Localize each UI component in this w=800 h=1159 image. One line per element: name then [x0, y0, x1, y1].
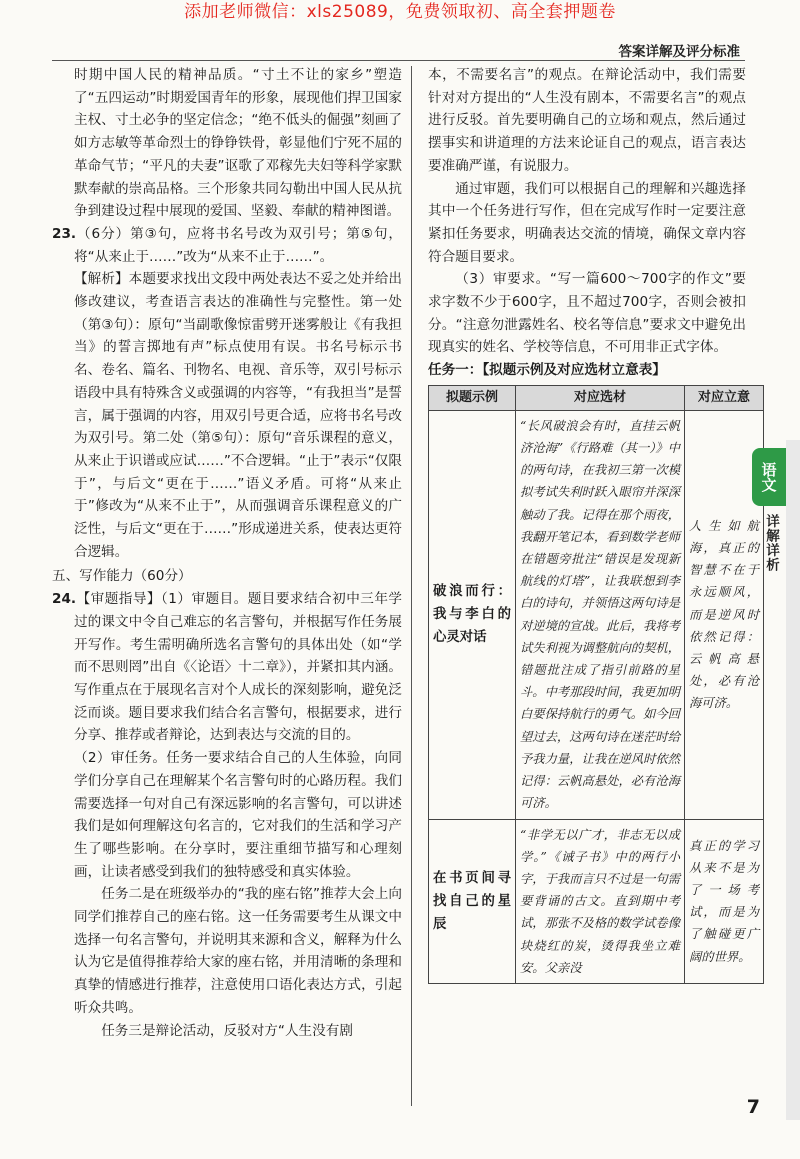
header-material: 对应选材 [516, 385, 685, 410]
subject-tab: 语文 [752, 448, 786, 506]
watermark: 添加老师微信：xls25089，免费领取初、高全套押题卷 [184, 2, 616, 22]
table-row [429, 410, 764, 819]
row-1-point: 人生如航海，真正的智慧不在于永远顺风，而是逆风时依然记得：云帆高悬处，必有沧海可济。 [685, 410, 764, 819]
question-23-answer-text: （6分）第③句，应将书名号改为双引号；第⑤句，将“从来止于……”改为“从来不止于……”。 [74, 225, 402, 265]
section-writing-heading: 五、写作能力（60分） [52, 568, 192, 585]
page-number: 7 [746, 1096, 760, 1118]
page-edge-strip [786, 440, 800, 1120]
header-point: 对应立意 [685, 385, 764, 410]
question-24-task-two: 任务二是在班级举办的“我的座右铭”推荐大会上向同学们推荐自己的座右铭。这一任务需要考生从课文中选择一句名言警句，并说明其来源和含义，解释为什么认为它是值得推荐给大家的座右铭，并用清晰的条理和真挚的情感进行推荐，注意使用口语化表达方式，引起听众共鸣。 [74, 886, 402, 1016]
row-2-example: 在书页间寻找自己的星辰 [429, 819, 516, 983]
paragraph-debate-task: 本，不需要名言”的观点。在辩论活动中，我们需要针对对方提出的“人生没有剧本，不需要名言”的观点进行反驳。首先要明确自己的立场和观点，然后通过摆事实和讲道理的方法来论证自己的观点，语言表达要准确严谨，有说服力。 [428, 67, 746, 174]
table-title: 任务一：【拟题示例及对应选材立意表】 [428, 362, 666, 379]
question-24-guidance [52, 588, 402, 747]
header-rule [52, 60, 745, 61]
question-24-tasks: （2）审任务。任务一要求结合自己的人生体验，向同学们分享自己在理解某个名言警句时的心路历程。我们需要选择一句对自己有深远影响的名言警句，可以讲述我们是如何理解这句名言的，它对我们的生活和学习产生了哪些影响。在分享时，要注重细节描写和心理刻画，让读者感受到我们的独特感受和真实体验。 [74, 750, 402, 880]
left-column [52, 64, 402, 1042]
paragraph-spirit-summary: 时期中国人民的精神品质。“寸土不让的家乡”塑造了“五四运动”时期爱国青年的形象，展现他们捍卫国家主权、寸土必争的坚定信念；“绝不低头的倔强”刻画了如方志敏等革命烈士的铮铮铁骨，彰显他们宁死不屈的革命气节；“平凡的夫妻”讴歌了邓稼先夫妇等科学家默默奉献的崇高品格。三个形象共同勾勒出中国人民从抗争到建设过程中展现的爱国、坚毅、奉献的精神图谱。 [74, 67, 402, 220]
row-2-material: “非学无以广才，非志无以成学。”《诫子书》中的两行小字，于我而言只不过是一句需要背诵的古文。直到期中考试，那张不及格的数学试卷像块烧红的炭，烫得我坐立难安。父亲没 [516, 819, 685, 983]
side-section-label: 详解详析 [763, 514, 779, 572]
row-1-material: “长风破浪会有时，直挂云帆济沧海”《行路难（其一）》中的两句诗，在我初三第一次模拟考试失利时跃入眼帘并深深触动了我。记得在那个雨夜，我翻开笔记本，看到数学老师在错题旁批注“错误是发现新航线的灯塔”，让我联想到李白的诗句，并领悟这两句诗是对逆境的宣战。此后，我将考试失利视为调整航向的契机，错题批注成了指引前路的星斗。中考那段时间，我更加明白要保持航行的勇气。如今回望过去，这两句诗在迷茫时给予我力量，让我在逆风时依然记得：云帆高悬处，必有沧海可济。 [516, 410, 685, 819]
question-23-analysis: 【解析】本题要求找出文段中两处表达不妥之处并给出修改建议，考查语言表达的准确性与完整性。第一处（第③句）：原句“当副歌像惊雷劈开迷雾般让《有我担当》的誓言掷地有声”标点使用有误。书名号标示书名、卷名、篇名、刊物名、电视、音乐等，双引号标示语段中具有特殊含义或强调的内容等，“有我担当”是誓言，属于强调的内容，用双引号更合适，应将书名号改为双引号。第二处（第⑤句）：原句“音乐课程的意义，从来止于识谱或应试……”不合逻辑。“止于”表示“仅限于”，与后文“更在于……”语义矛盾。可将“从来止于”修改为“从来不止于”，从而强调音乐课程意义的广泛性，与后文“更在于……”形成递进关系，使表达更符合逻辑。 [74, 271, 402, 560]
running-head: 答案详解及评分标准 [618, 44, 740, 60]
row-1-example: 破浪而行：我与李白的心灵对话 [429, 410, 516, 819]
question-24-task-three: 任务三是辩论活动，反驳对方“人生没有剧 [101, 1022, 353, 1039]
row-2-point: 真正的学习从来不是为了一场考试，而是为了触碰更广阔的世界。 [685, 819, 764, 983]
question-24-guidance-text: 【审题指导】（1）审题目。题目要求结合初中三年学过的课文中令自己难忘的名言警句，并根据写作任务展开写作。考生需明确所选名言警句的具体出处（如“学而不思则罔”出自《〈论语〉十二章》），并紧扣其内涵。写作重点在于展现名言对个人成长的深刻影响，避免泛泛而谈。题目要求我们结合名言警句，根据要求，进行分享、推荐或者辩论，达到表达与交流的目的。 [74, 591, 402, 744]
example-table [428, 385, 764, 984]
table-row [429, 819, 764, 983]
header-example: 拟题示例 [429, 385, 516, 410]
column-divider [411, 66, 412, 1106]
question-23-number: 23. [52, 225, 77, 242]
paragraph-requirements: （3）审要求。“写一篇600～700字的作文”要求字数不少于600字，且不超过700字，否则会被扣分。“注意勿泄露姓名、校名等信息”要求文中避免出现真实的姓名、学校等信息，不可用非正式字体。 [428, 271, 746, 356]
table-header-row [429, 385, 764, 410]
right-column [428, 64, 759, 984]
question-23-answer [52, 223, 402, 268]
paragraph-choose-task: 通过审题，我们可以根据自己的理解和兴趣选择其中一个任务进行写作，但在完成写作时一定要注意紧扣任务要求，明确表达交流的情境，确保文章内容符合题目要求。 [428, 180, 746, 265]
question-24-number: 24. [52, 591, 77, 608]
